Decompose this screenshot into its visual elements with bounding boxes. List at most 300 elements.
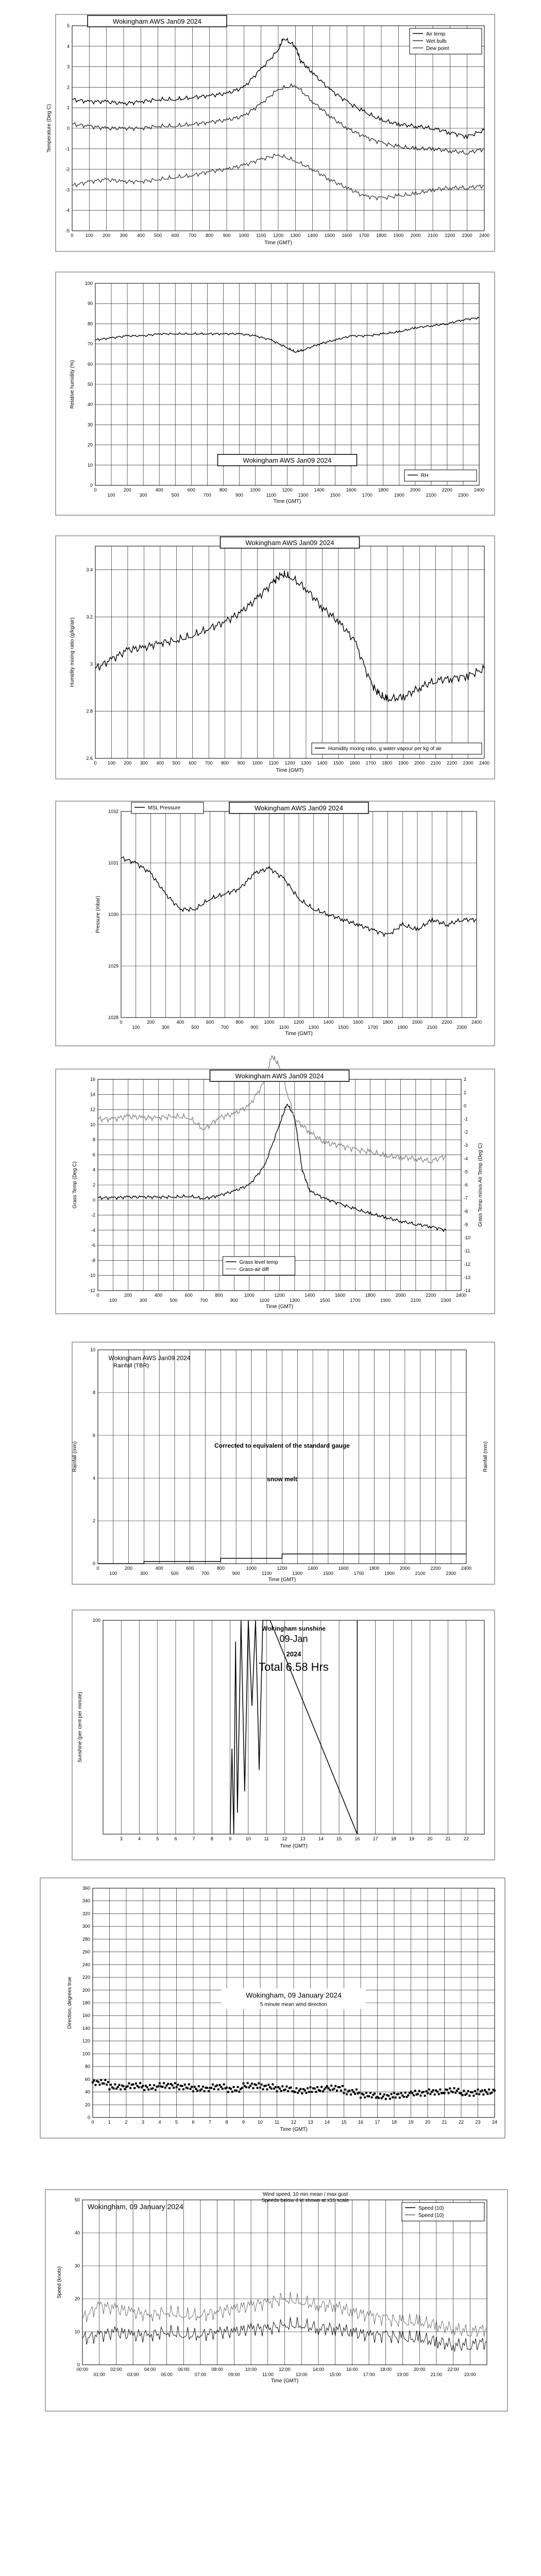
x-tick-label: 1100 (262, 1571, 272, 1576)
data-point (356, 2089, 358, 2091)
x-tick-label: 13:00 (295, 2372, 308, 2377)
x-tick-label: 1800 (376, 233, 387, 238)
x-tick-label: 1400 (307, 233, 318, 238)
chart-title: Wokingham AWS Jan09 2024 (235, 1072, 324, 1080)
data-point (276, 2090, 278, 2092)
chart-title: Wokingham sunshine (262, 1625, 326, 1632)
x-tick-label: 12 (291, 2120, 297, 2125)
x-tick-label: 02:00 (110, 2367, 122, 2372)
data-point (371, 2096, 373, 2098)
x-tick-label: 1700 (367, 1025, 378, 1030)
x-axis-label: Time (GMT) (268, 1577, 296, 1583)
data-point (340, 2090, 342, 2092)
x-tick-label: 3 (141, 2120, 145, 2125)
x-tick-label: 1900 (398, 760, 409, 766)
x-tick-label: 1700 (362, 493, 373, 498)
chart-title: Wokingham, 09 January 2024 (246, 1991, 342, 1999)
data-point (438, 2093, 440, 2095)
data-point (326, 2085, 328, 2087)
legend-label: Humidity mixing ratio, g water vapour per kg of air (328, 746, 442, 752)
chart-humidity (56, 272, 495, 515)
y-tick-label: -2 (91, 1212, 95, 1218)
x-tick-label: 6 (192, 2120, 195, 2125)
x-tick-label: 0 (71, 233, 74, 238)
data-point (227, 2091, 229, 2093)
data-point (304, 2089, 306, 2091)
data-point (208, 2090, 210, 2092)
y-axis-label-right: Rainfall (mm) (483, 1441, 488, 1472)
x-tick-label: 2000 (399, 1566, 410, 1571)
y-tick-label: -12 (88, 1288, 95, 1293)
x-tick-label: 0 (96, 1293, 99, 1298)
y-tick-label: 70 (87, 341, 93, 347)
y-tick-label-right: -13 (464, 1275, 471, 1280)
x-tick-label: 200 (123, 487, 131, 493)
x-tick-label: 1300 (300, 760, 311, 766)
x-tick-label: 1900 (394, 493, 404, 498)
x-axis-label: Time (GMT) (264, 240, 292, 246)
x-tick-label: 1300 (308, 1025, 319, 1030)
y-tick-label: 5 (66, 23, 70, 28)
data-point (143, 2089, 145, 2091)
y-tick-label: 240 (82, 1962, 90, 1968)
x-tick-label: 1000 (264, 1020, 275, 1025)
x-tick-label: 600 (184, 1293, 193, 1298)
chart-pressure (56, 801, 495, 1046)
x-tick-label: 2400 (474, 487, 485, 493)
data-point (230, 2088, 232, 2090)
y-tick-label: 16 (90, 1077, 95, 1082)
x-tick-label: 2200 (442, 487, 452, 493)
x-tick-label: 2300 (458, 493, 468, 498)
y-tick-label: -4 (91, 1227, 95, 1233)
y-tick-label: 140 (82, 2025, 90, 2031)
legend-label: RH (421, 473, 429, 479)
data-point (146, 2086, 148, 2088)
x-tick-label: 900 (223, 233, 231, 238)
y-tick-label: 40 (84, 2089, 90, 2095)
x-tick-label: 0 (91, 2120, 94, 2125)
data-point (329, 2089, 331, 2091)
y-tick-label: -2 (65, 166, 70, 172)
x-tick-label: 100 (107, 760, 115, 766)
chart-wind-speed (45, 2190, 508, 2411)
data-point (222, 2088, 224, 2090)
data-point (127, 2085, 129, 2087)
y-tick-label: 4 (92, 1167, 95, 1173)
x-tick-label: 2000 (395, 1293, 406, 1298)
x-tick-label: 07:00 (194, 2372, 207, 2377)
x-tick-label: 900 (250, 1025, 259, 1030)
data-point (344, 2089, 346, 2091)
x-tick-label: 04:00 (144, 2367, 156, 2372)
data-point (218, 2084, 221, 2086)
x-tick-label: 1100 (268, 760, 279, 766)
x-tick-label: 200 (124, 760, 132, 766)
legend-label: Speed (10) (418, 2206, 444, 2211)
x-tick-label: 2400 (455, 1293, 467, 1298)
x-tick-label: 1300 (289, 1298, 300, 1303)
x-tick-label: 1500 (324, 233, 335, 238)
x-tick-label: 21 (442, 2120, 447, 2125)
x-tick-label: 2300 (457, 1025, 467, 1030)
data-point (265, 2084, 267, 2087)
data-point (320, 2086, 323, 2088)
x-tick-label: 00:00 (76, 2367, 89, 2372)
x-tick-label: 16 (354, 1836, 360, 1841)
y-tick-label: -4 (65, 208, 70, 213)
data-point (153, 2084, 155, 2086)
x-tick-label: 14 (318, 1836, 324, 1841)
data-point (178, 2088, 180, 2090)
y-tick-label: 2.6 (86, 756, 93, 761)
data-point (187, 2087, 189, 2089)
x-tick-label: 19:00 (397, 2372, 409, 2377)
data-point (94, 2084, 96, 2086)
x-axis-label: Time (GMT) (265, 1304, 294, 1310)
data-point (404, 2092, 407, 2094)
y-tick-label: 0 (87, 2115, 90, 2120)
x-tick-label: 1800 (382, 760, 393, 766)
data-point (138, 2086, 140, 2088)
data-point (414, 2090, 416, 2092)
data-point (330, 2084, 332, 2087)
x-tick-label: 2300 (441, 1298, 451, 1303)
data-point (275, 2086, 277, 2088)
x-tick-label: 12 (282, 1836, 288, 1841)
x-tick-label: 14:00 (312, 2367, 325, 2372)
data-point (100, 2079, 102, 2081)
data-point (196, 2090, 198, 2092)
data-point (99, 2083, 101, 2086)
data-point (436, 2091, 438, 2093)
y-tick-label: 180 (82, 2000, 90, 2006)
data-point (212, 2083, 214, 2086)
y-tick-label-right: -8 (464, 1209, 468, 1214)
x-tick-label: 700 (188, 233, 196, 238)
y-tick-label: -5 (65, 228, 70, 233)
data-point (316, 2086, 318, 2088)
x-tick-label: 13 (308, 2120, 313, 2125)
x-tick-label: 300 (120, 233, 128, 238)
y-tick-label: 14 (90, 1092, 95, 1097)
x-tick-label: 500 (191, 1025, 199, 1030)
data-point (194, 2086, 196, 2088)
data-point (467, 2090, 469, 2092)
x-tick-label: 300 (140, 1571, 148, 1576)
data-point (110, 2083, 112, 2086)
y-tick-label-right: -9 (464, 1222, 468, 1227)
x-tick-label: 500 (154, 233, 162, 238)
data-point (295, 2087, 297, 2089)
data-point (255, 2084, 257, 2086)
data-point (365, 2092, 367, 2094)
data-point (434, 2093, 436, 2095)
x-tick-label: 1800 (382, 1020, 393, 1025)
x-tick-label: 0 (94, 760, 97, 766)
x-tick-label: 200 (124, 1293, 132, 1298)
data-point (231, 2091, 233, 2093)
data-point (336, 2090, 338, 2092)
x-tick-label: 1400 (305, 1293, 315, 1298)
data-point (428, 2089, 430, 2091)
data-point (233, 2086, 235, 2088)
y-tick-label: 320 (82, 1911, 90, 1917)
data-point (379, 2093, 381, 2095)
y-tick-label: 8 (92, 1137, 95, 1143)
x-tick-label: 700 (203, 493, 211, 498)
x-tick-label: 4 (158, 2120, 161, 2125)
data-point (238, 2091, 240, 2093)
x-tick-label: 17 (375, 2120, 380, 2125)
data-point (400, 2092, 402, 2094)
x-tick-label: 1600 (352, 1020, 364, 1025)
legend-label: Dew point (426, 46, 449, 52)
x-tick-label: 1500 (330, 493, 341, 498)
x-tick-label: 100 (109, 1298, 117, 1303)
y-tick-label: 0 (90, 483, 93, 488)
x-tick-label: 2100 (427, 1025, 437, 1030)
data-point (124, 2088, 126, 2090)
x-tick-label: 300 (161, 1025, 170, 1030)
x-tick-label: 700 (205, 760, 213, 766)
x-tick-label: 1400 (323, 1020, 334, 1025)
y-axis-label: Temperature (Deg C) (46, 104, 52, 152)
data-point (399, 2097, 401, 2099)
y-tick-label: 0 (92, 1561, 95, 1566)
data-point (147, 2089, 149, 2091)
data-point (132, 2083, 134, 2086)
data-point (424, 2095, 426, 2097)
chart-rainfall (72, 1342, 495, 1584)
y-axis-label: Relative humidity (%) (70, 360, 75, 409)
data-point (352, 2091, 354, 2093)
y-tick-label: 10 (87, 462, 93, 468)
data-point (261, 2083, 263, 2086)
x-tick-label: 800 (219, 487, 227, 493)
data-point (266, 2088, 268, 2090)
x-tick-label: 20 (427, 1836, 433, 1841)
y-tick-label: 280 (82, 1936, 90, 1942)
x-tick-label: 2200 (430, 1566, 441, 1571)
x-tick-label: 1100 (259, 1298, 269, 1303)
data-point (481, 2090, 483, 2092)
chart-subtitle: Rainfall (TBR) (113, 1363, 149, 1369)
x-tick-label: 17 (373, 1836, 378, 1841)
y-tick-label-right: 2 (464, 1077, 467, 1082)
data-point (360, 2097, 362, 2099)
data-point (413, 2094, 415, 2096)
chart-subtitle: Wind speed, 10 min mean / max gust (262, 2192, 348, 2197)
x-tick-label: 1500 (323, 1571, 333, 1576)
x-tick-label: 24 (492, 2120, 498, 2125)
x-tick-label: 2200 (426, 1293, 436, 1298)
data-point (279, 2088, 281, 2090)
y-tick-label: 20 (74, 2296, 80, 2301)
x-tick-label: 800 (235, 1020, 244, 1025)
data-point (364, 2096, 366, 2098)
x-tick-label: 100 (109, 1571, 117, 1576)
x-tick-label: 2200 (442, 1020, 452, 1025)
x-tick-label: 1600 (334, 1293, 346, 1298)
data-point (477, 2089, 479, 2091)
x-tick-label: 11 (264, 1836, 269, 1841)
x-tick-label: 1600 (338, 1566, 349, 1571)
x-tick-label: 1900 (380, 1298, 391, 1303)
y-tick-label-right: -6 (464, 1182, 468, 1188)
data-point (191, 2086, 193, 2088)
data-point (106, 2083, 108, 2086)
y-tick-label-right: 1 (464, 1090, 467, 1095)
x-tick-label: 200 (146, 1020, 155, 1025)
x-tick-label: 1100 (279, 1025, 289, 1030)
data-point (217, 2089, 219, 2091)
y-tick-label: -10 (88, 1273, 95, 1278)
data-point (422, 2091, 425, 2093)
data-point (411, 2092, 413, 2094)
data-point (267, 2084, 269, 2086)
data-point (128, 2082, 130, 2084)
chart-title: Wokingham AWS Jan09 2024 (243, 456, 332, 464)
x-tick-label: 2100 (427, 233, 438, 238)
x-tick-label: 100 (85, 233, 93, 238)
x-tick-label: 1200 (277, 1566, 288, 1571)
data-point (272, 2083, 274, 2086)
y-tick-label-right: -3 (464, 1143, 468, 1148)
y-tick-label-right: -11 (464, 1248, 470, 1254)
y-tick-label: 100 (84, 281, 93, 286)
data-point (113, 2088, 115, 2090)
data-point (171, 2084, 173, 2087)
y-tick-label: 50 (87, 382, 93, 387)
y-tick-label: 340 (82, 1898, 90, 1904)
x-tick-label: 1200 (284, 760, 295, 766)
x-tick-label: 23:00 (464, 2372, 476, 2377)
y-tick-label: 60 (84, 2076, 90, 2082)
chart-title: Wokingham AWS Jan09 2024 (245, 539, 334, 547)
data-point (354, 2093, 356, 2095)
data-point (161, 2086, 163, 2088)
data-point (491, 2092, 493, 2094)
x-tick-label: 1400 (308, 1566, 318, 1571)
y-tick-label: 100 (92, 1618, 100, 1623)
legend-label: Wet bulb (426, 39, 447, 44)
data-point (311, 2091, 313, 2093)
data-point (449, 2088, 451, 2090)
x-tick-label: 1700 (350, 1298, 361, 1303)
data-point (429, 2093, 431, 2095)
x-tick-label: 9 (242, 2120, 245, 2125)
data-point (164, 2087, 166, 2089)
data-point (342, 2085, 344, 2087)
y-tick-label: 0 (92, 1197, 95, 1203)
x-tick-label: 700 (221, 1025, 229, 1030)
data-point (444, 2092, 446, 2094)
y-tick-label: 40 (87, 402, 93, 408)
x-tick-label: 1200 (293, 1020, 305, 1025)
data-point (294, 2091, 296, 2093)
data-point (417, 2093, 419, 2095)
x-tick-label: 2100 (410, 1298, 421, 1303)
data-point (190, 2088, 192, 2090)
x-tick-label: 0 (94, 487, 97, 493)
data-point (307, 2087, 309, 2089)
x-tick-label: 1000 (246, 1566, 257, 1571)
data-point (177, 2084, 179, 2086)
x-tick-label: 7 (192, 1836, 195, 1841)
data-point (97, 2081, 99, 2083)
data-point (374, 2093, 376, 2095)
y-tick-label: 1028 (108, 1015, 119, 1020)
data-point (305, 2092, 307, 2094)
x-tick-label: 10:00 (245, 2367, 257, 2372)
y-tick-label: 3 (90, 661, 93, 667)
y-axis-label: Rainfall (mm) (72, 1441, 78, 1472)
x-tick-label: 1300 (298, 493, 309, 498)
data-point (385, 2098, 387, 2100)
y-tick-label: 6 (92, 1433, 95, 1438)
x-tick-label: 19 (408, 2120, 414, 2125)
x-tick-label: 2 (125, 2120, 128, 2125)
x-tick-label: 19 (409, 1836, 415, 1841)
x-tick-label: 400 (176, 1020, 184, 1025)
y-tick-label: 8 (92, 1390, 95, 1395)
x-tick-label: 14 (324, 2120, 330, 2125)
x-axis-label: Time (GMT) (285, 1031, 313, 1037)
x-tick-label: 600 (206, 1020, 214, 1025)
legend-label: Speed (10) (418, 2213, 444, 2218)
x-tick-label: 3 (120, 1836, 123, 1841)
data-point (339, 2086, 341, 2088)
chart-title: Wokingham AWS Jan09 2024 (113, 18, 201, 25)
x-tick-label: 2300 (462, 233, 472, 238)
data-point (471, 2091, 474, 2093)
data-point (350, 2093, 352, 2095)
data-point (308, 2091, 310, 2093)
data-point (427, 2092, 429, 2094)
x-tick-label: 18 (391, 1836, 396, 1841)
data-point (494, 2090, 496, 2092)
y-axis-label: Grass Temp (Deg C) (72, 1161, 78, 1209)
data-point (159, 2082, 161, 2084)
data-point (369, 2092, 371, 2094)
x-axis-label: Time (GMT) (276, 768, 304, 773)
y-tick-label: 300 (82, 1924, 90, 1929)
x-tick-label: 10 (257, 2120, 263, 2125)
chart-subtitle: 5 minute mean wind direction (260, 2002, 328, 2008)
data-point (358, 2092, 360, 2094)
legend-label: Grass level temp (239, 1260, 278, 1265)
x-tick-label: 20:00 (413, 2367, 426, 2372)
data-point (104, 2079, 106, 2081)
x-tick-label: 22 (463, 1836, 469, 1841)
x-tick-label: 200 (103, 233, 111, 238)
data-point (114, 2083, 116, 2086)
x-tick-label: 500 (170, 1298, 178, 1303)
data-point (448, 2092, 450, 2094)
y-tick-label: 60 (87, 361, 93, 367)
x-tick-label: 1000 (244, 1293, 255, 1298)
x-tick-label: 500 (171, 493, 179, 498)
y-tick-label: -1 (65, 146, 70, 151)
x-axis-label: Time (GMT) (280, 2127, 308, 2132)
y-tick-label: 1 (66, 105, 70, 111)
data-point (468, 2095, 470, 2097)
x-tick-label: 800 (215, 1293, 223, 1298)
x-tick-label: 1100 (256, 233, 266, 238)
y-tick-label: 2 (92, 1518, 95, 1523)
data-point (167, 2083, 169, 2085)
